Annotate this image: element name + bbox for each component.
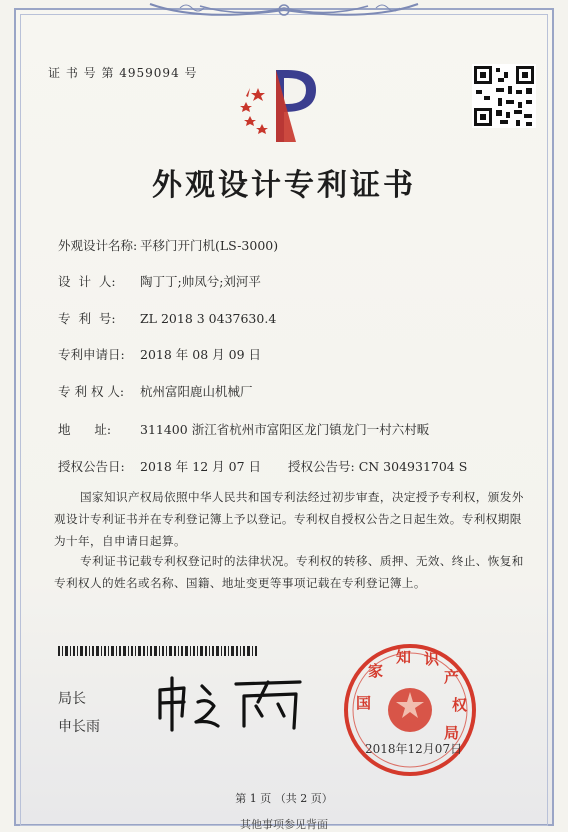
footer-note: 其他事项参见背面: [240, 818, 328, 831]
designers-label: 设 计 人:: [58, 274, 116, 289]
legal-status-paragraph: 专利证书记载专利权登记时的法律状况。专利权的转移、质押、无效、终止、恢复和专利权人的姓名或名称、国籍、地址变更等事项记载在专利登记簿上。: [54, 554, 524, 590]
star-icon: [244, 116, 256, 126]
qr-code: [472, 64, 536, 128]
grant-date-row: [58, 457, 261, 475]
patent-no-row: [58, 309, 276, 327]
patentee-row: [58, 382, 253, 400]
svg-text:家: 家: [368, 662, 384, 680]
seal-date: 2018年12月07日: [365, 742, 463, 756]
svg-text:知: 知: [396, 648, 412, 666]
svg-text:产: 产: [444, 668, 460, 686]
official-seal: [340, 640, 480, 780]
patent-office-logo: [236, 66, 320, 146]
design-name-value: 平移门开门机(LS-3000): [140, 238, 279, 253]
barcode: [58, 646, 258, 656]
patent-no-label: 专 利 号:: [58, 311, 116, 326]
star-icon: [256, 124, 268, 134]
certificate-title: 外观设计专利证书: [152, 168, 416, 203]
designers-value: 陶丁丁;帅凤兮;刘河平: [140, 274, 261, 289]
svg-text:局: 局: [444, 724, 460, 742]
filing-date-row: [58, 345, 261, 363]
filing-date-label: 专利申请日:: [58, 347, 125, 362]
top-ornament: [0, 0, 568, 26]
design-name-row: [58, 236, 278, 254]
patentee-label: 专 利 权 人:: [58, 384, 125, 399]
patent-no-value: ZL 2018 3 0437630.4: [140, 311, 277, 326]
star-icon: [240, 102, 252, 112]
design-name-label: 外观设计名称:: [58, 238, 138, 253]
svg-text:权: 权: [452, 696, 468, 714]
address-label: 地 址:: [58, 422, 112, 437]
certificate-number: 证 书 号 第 4959094 号: [48, 66, 198, 80]
page-number: 第 1 页 （共 2 页）: [235, 792, 333, 805]
address-value: 311400 浙江省杭州市富阳区龙门镇龙门一村六村畈: [140, 422, 430, 437]
star-icon: [251, 88, 265, 101]
grant-no-row: [288, 457, 467, 475]
grant-no-value: CN 304931704 S: [358, 459, 468, 474]
filing-date-value: 2018 年 08 月 09 日: [140, 347, 261, 362]
svg-text:国: 国: [356, 694, 372, 712]
grant-date-label: 授权公告日:: [58, 459, 125, 474]
address-row: [58, 420, 429, 438]
grant-paragraph: 国家知识产权局依照中华人民共和国专利法经过初步审查，决定授予专利权，颁发外观设计专利证书并在专利登记簿上予以登记。专利权自授权公告之日起生效。专利权期限为十年，自申请日起算。: [54, 490, 524, 548]
grant-date-value: 2018 年 12 月 07 日: [140, 459, 261, 474]
signatory-name: 申长雨: [58, 719, 100, 735]
handwritten-signature: [150, 672, 310, 734]
grant-no-label: 授权公告号:: [288, 459, 355, 474]
signatory-role: 局长: [58, 691, 86, 707]
designers-row: [58, 272, 261, 290]
patentee-value: 杭州富阳鹿山机械厂: [140, 384, 253, 399]
svg-text:识: 识: [424, 650, 440, 668]
